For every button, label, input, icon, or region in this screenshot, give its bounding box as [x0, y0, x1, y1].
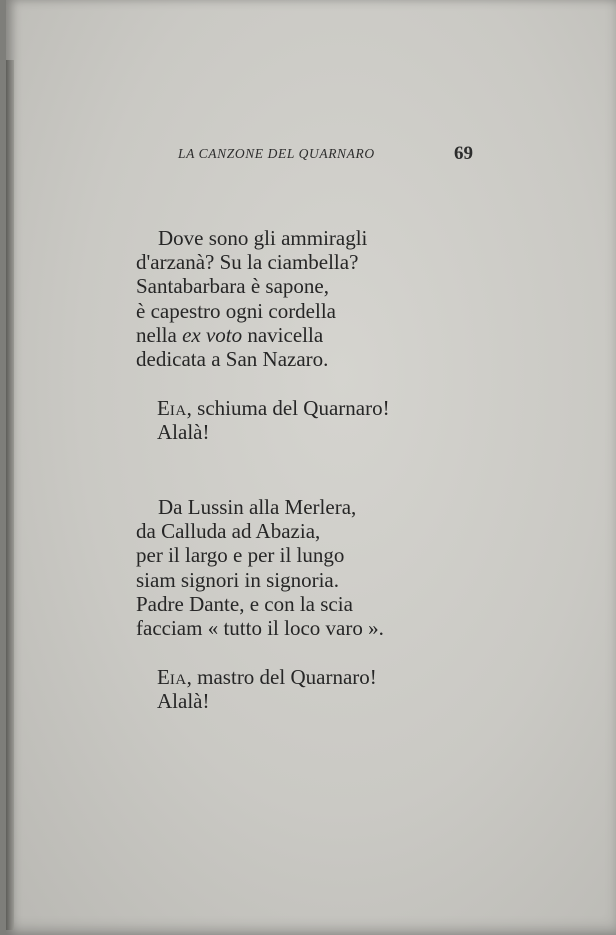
- page-edge-shadow: [6, 60, 14, 930]
- verse-fragment: nella: [136, 322, 183, 347]
- verse-line: da Calluda ad Abazia,: [136, 519, 321, 544]
- verse-fragment: navicella: [242, 322, 324, 347]
- verse-line: siam signori in signoria.: [136, 567, 339, 592]
- book-page: [6, 0, 616, 935]
- verse-line: dedicata a San Nazaro.: [136, 346, 329, 371]
- verse-line: per il largo e per il lungo: [136, 543, 345, 568]
- refrain-line: [136, 665, 377, 689]
- verse-line: è capestro ogni cordella: [136, 298, 336, 323]
- verse-line: facciam « tutto il loco varo ».: [136, 615, 384, 640]
- verse-line: [136, 323, 367, 347]
- stanza-1: [136, 226, 367, 371]
- refrain-1: [136, 396, 390, 444]
- stanza-2: [136, 495, 384, 640]
- page-header: [178, 143, 478, 166]
- running-title: LA CANZONE DEL QUARNARO: [178, 146, 375, 161]
- italic-phrase: ex voto: [182, 322, 243, 347]
- refrain-line: [136, 396, 390, 420]
- refrain-smallcaps: IA: [169, 403, 187, 419]
- verse-line: Da Lussin alla Merlera,: [158, 495, 357, 519]
- refrain-2: [136, 665, 377, 713]
- verse-line: Padre Dante, e con la scia: [136, 591, 353, 616]
- refrain-line: Alalà!: [157, 689, 210, 714]
- verse-line: Santabarbara è sapone,: [136, 274, 329, 299]
- refrain-initial: E: [157, 396, 170, 420]
- verse-line: d'arzanà? Su la ciambella?: [136, 250, 359, 275]
- page-number: 69: [454, 143, 473, 164]
- refrain-text: , mastro del Quarnaro!: [186, 665, 377, 689]
- verse-line: Dove sono gli ammiragli: [158, 226, 368, 250]
- refrain-initial: E: [157, 665, 170, 689]
- refrain-smallcaps: IA: [169, 672, 187, 688]
- refrain-text: , schiuma del Quarnaro!: [186, 396, 390, 420]
- refrain-line: Alalà!: [157, 420, 210, 445]
